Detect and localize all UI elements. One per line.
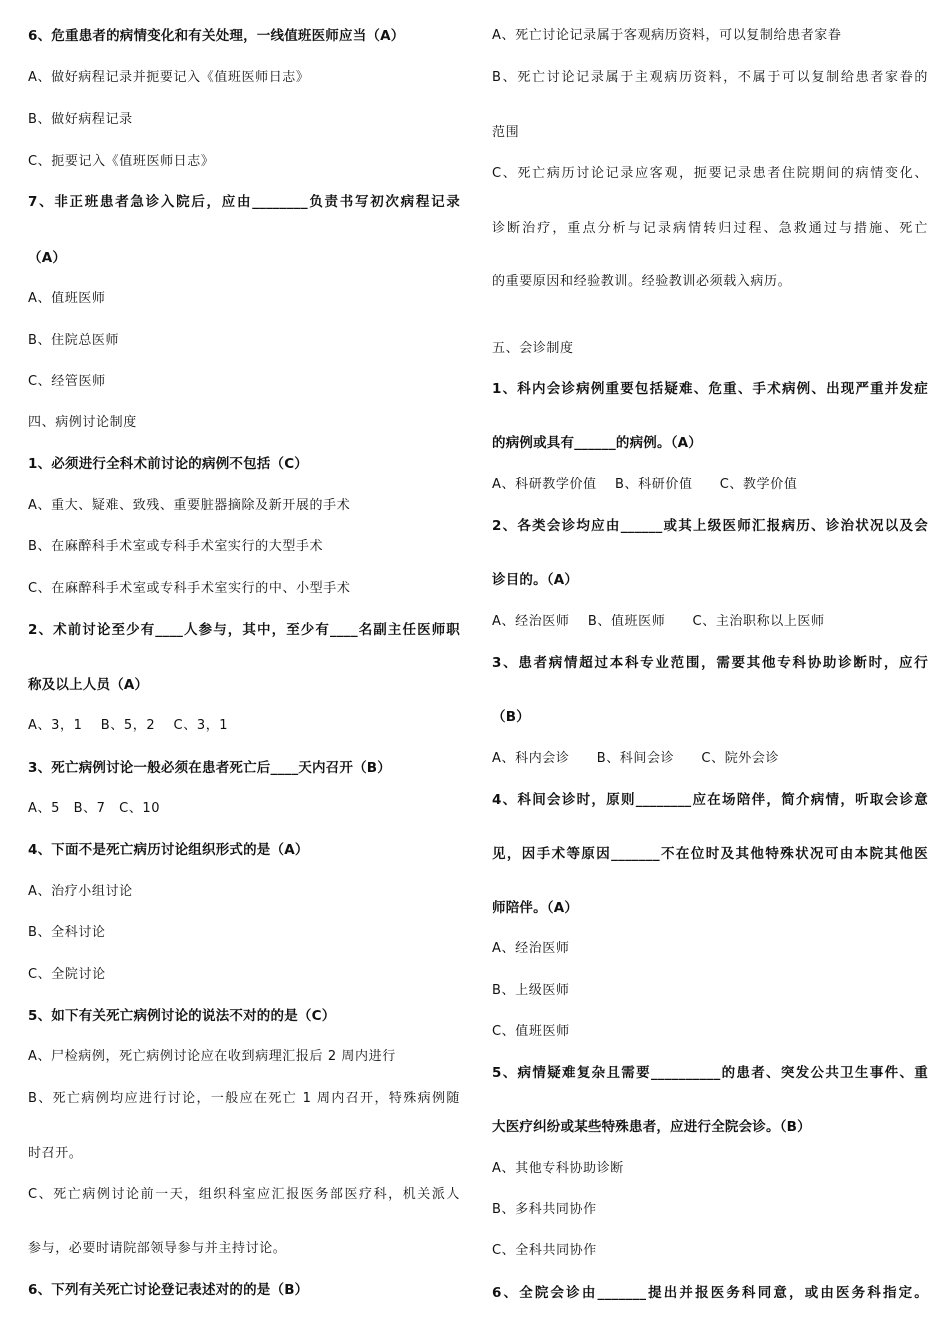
- left-text-line: C、全院讨论: [28, 967, 106, 982]
- right-text-line: A、科内会诊 B、科间会诊 C、院外会诊: [492, 751, 780, 766]
- left-question-line: （A）: [28, 250, 67, 266]
- left-text-line: B、住院总医师: [28, 333, 120, 348]
- left-question-line: 6、危重患者的病情变化和有关处理，一线值班医师应当（A）: [28, 28, 405, 44]
- left-question-line: 称及以上人员（A）: [28, 677, 149, 693]
- left-text-line: A、值班医师: [28, 291, 106, 306]
- right-question-line: （B）: [492, 709, 530, 725]
- right-text-line: 五、会诊制度: [492, 341, 574, 356]
- left-text-line: C、在麻醉科手术室或专科手术室实行的中、小型手术: [28, 581, 351, 596]
- right-question-line: 2、各类会诊均应由______或其上级医师汇报病历、诊治状况以及会: [492, 518, 928, 534]
- right-text-line: C、值班医师: [492, 1024, 570, 1039]
- right-text-line: C、全科共同协作: [492, 1243, 597, 1258]
- left-text-line: A、做好病程记录并扼要记入《值班医师日志》: [28, 70, 310, 85]
- right-text-line: A、经治医师: [492, 941, 570, 956]
- left-text-line: A、重大、疑难、致残、重要脏器摘除及新开展的手术: [28, 498, 351, 513]
- left-question-line: 2、术前讨论至少有____人参与，其中，至少有____名副主任医师职: [28, 622, 460, 638]
- right-text-line: A、科研教学价值 B、科研价值 C、教学价值: [492, 477, 798, 492]
- left-question-line: 5、如下有关死亡病例讨论的说法不对的的是（C）: [28, 1008, 336, 1024]
- right-question-line: 1、科内会诊病例重要包括疑难、危重、手术病例、出现严重并发症: [492, 381, 928, 397]
- right-text-line: C、死亡病历讨论记录应客观，扼要记录患者住院期间的病情变化、: [492, 166, 928, 181]
- right-question-line: 的病例或具有______的病例。（A）: [492, 435, 702, 451]
- left-text-line: A、3，1 B、5，2 C、3，1: [28, 718, 229, 733]
- right-text-line: B、上级医师: [492, 983, 570, 998]
- right-text-line: 的重要原因和经验教训。经验教训必须载入病历。: [492, 274, 792, 289]
- right-question-line: 诊目的。（A）: [492, 572, 579, 588]
- right-text-line: A、经治医师 B、值班医师 C、主治职称以上医师: [492, 614, 825, 629]
- left-text-line: C、经管医师: [28, 374, 106, 389]
- left-text-line: B、死亡病例均应进行讨论，一般应在死亡 1 周内召开，特殊病例随: [28, 1091, 460, 1106]
- left-question-line: 3、死亡病例讨论一般必须在患者死亡后____天内召开（B）: [28, 760, 391, 776]
- left-text-line: A、治疗小组讨论: [28, 884, 133, 899]
- left-text-line: 参与，必要时请院部领导参与并主持讨论。: [28, 1241, 287, 1256]
- right-question-line: 见，因手术等原因_______不在位时及其他特殊状况可由本院其他医: [492, 846, 928, 862]
- left-text-line: B、在麻醉科手术室或专科手术室实行的大型手术: [28, 539, 324, 554]
- left-text-line: B、做好病程记录: [28, 112, 133, 127]
- right-text-line: A、其他专科协助诊断: [492, 1161, 624, 1176]
- right-text-line: 范围: [492, 125, 520, 140]
- left-text-line: 时召开。: [28, 1146, 83, 1161]
- right-question-line: 3、患者病情超过本科专业范围，需要其他专科协助诊断时，应行: [492, 655, 928, 671]
- left-text-line: A、5 B、7 C、10: [28, 801, 161, 816]
- left-question-line: 7、非正班患者急诊入院后，应由________负责书写初次病程记录: [28, 194, 460, 210]
- right-question-line: 大医疗纠纷或某些特殊患者，应进行全院会诊。（B）: [492, 1119, 811, 1135]
- right-text-line: A、死亡讨论记录属于客观病历资料，可以复制给患者家眷: [492, 28, 842, 43]
- left-text-line: C、死亡病例讨论前一天，组织科室应汇报医务部医疗科，机关派人: [28, 1187, 460, 1202]
- left-question-line: 4、下面不是死亡病历讨论组织形式的是（A）: [28, 842, 309, 858]
- left-question-line: 6、下列有关死亡讨论登记表述对的的是（B）: [28, 1282, 309, 1298]
- left-question-line: 1、必须进行全科术前讨论的病例不包括（C）: [28, 456, 309, 472]
- right-question-line: 6、全院会诊由_______提出并报医务科同意，或由医务科指定。: [492, 1285, 928, 1301]
- right-text-line: B、多科共同协作: [492, 1202, 597, 1217]
- right-question-line: 5、病情疑难复杂且需要__________的患者、突发公共卫生事件、重: [492, 1065, 928, 1081]
- right-question-line: 4、科间会诊时，原则________应在场陪伴，简介病情，听取会诊意: [492, 792, 928, 808]
- right-question-line: 师陪伴。（A）: [492, 900, 579, 916]
- left-text-line: B、全科讨论: [28, 925, 106, 940]
- left-text-line: 四、病例讨论制度: [28, 415, 137, 430]
- right-text-line: 诊断治疗，重点分析与记录病情转归过程、急救通过与措施、死亡: [492, 221, 928, 236]
- left-text-line: C、扼要记入《值班医师日志》: [28, 154, 215, 169]
- right-text-line: B、死亡讨论记录属于主观病历资料，不属于可以复制给患者家眷的: [492, 70, 928, 85]
- left-text-line: A、尸检病例，死亡病例讨论应在收到病理汇报后 2 周内进行: [28, 1049, 396, 1064]
